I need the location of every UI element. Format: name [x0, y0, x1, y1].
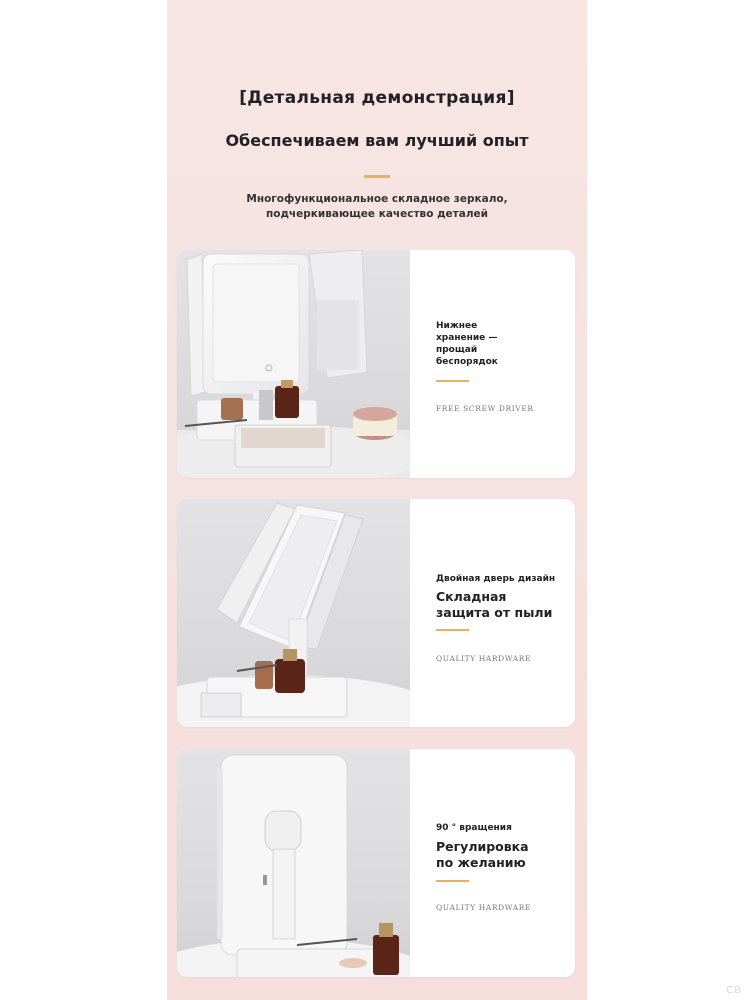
product-photo-rotation — [177, 749, 410, 977]
mirror-with-drawer-image — [177, 250, 410, 478]
feature-heading-line: Складная — [436, 589, 507, 604]
feature-caption: QUALITY HARDWARE — [436, 654, 532, 663]
page-description — [167, 192, 587, 222]
feature-heading — [436, 839, 529, 871]
feature-text — [436, 250, 571, 478]
feature-text — [436, 499, 571, 727]
feature-heading-line: по желанию — [436, 855, 526, 870]
feature-heading-line: прощай — [436, 345, 478, 355]
feature-card-storage — [177, 250, 575, 478]
feature-card-rotation — [177, 749, 575, 977]
product-photo-folding — [177, 499, 410, 727]
feature-heading-line: беспорядок — [436, 357, 498, 367]
feature-label: Двойная дверь дизайн — [436, 574, 556, 584]
feature-text — [436, 749, 571, 977]
feature-heading-line: хранение — — [436, 333, 498, 343]
product-detail-page — [167, 0, 587, 1000]
description-line: Многофункциональное складное зеркало, — [246, 193, 508, 205]
watermark: CB — [726, 985, 742, 996]
mirror-back-image — [177, 749, 410, 977]
feature-heading-line: защита от пыли — [436, 605, 553, 620]
gold-divider — [364, 175, 390, 178]
feature-card-dust-protection — [177, 499, 575, 727]
feature-label: 90 ° вращения — [436, 823, 512, 833]
page-subtitle: Обеспечиваем вам лучший опыт — [225, 131, 529, 150]
product-photo-storage — [177, 250, 410, 478]
feature-heading — [436, 320, 498, 368]
gold-divider — [436, 380, 469, 382]
gold-divider — [436, 629, 469, 631]
feature-caption: QUALITY HARDWARE — [436, 903, 532, 912]
feature-caption: FREE SCREW DRIVER — [436, 404, 534, 413]
feature-heading-line: Регулировка — [436, 839, 529, 854]
page-title: [Детальная демонстрация] — [239, 88, 515, 108]
feature-heading-line: Нижнее — [436, 321, 478, 331]
folding-mirror-image — [177, 499, 410, 727]
gold-divider — [436, 880, 469, 882]
feature-heading — [436, 589, 552, 621]
description-line: подчеркивающее качество деталей — [265, 208, 489, 220]
